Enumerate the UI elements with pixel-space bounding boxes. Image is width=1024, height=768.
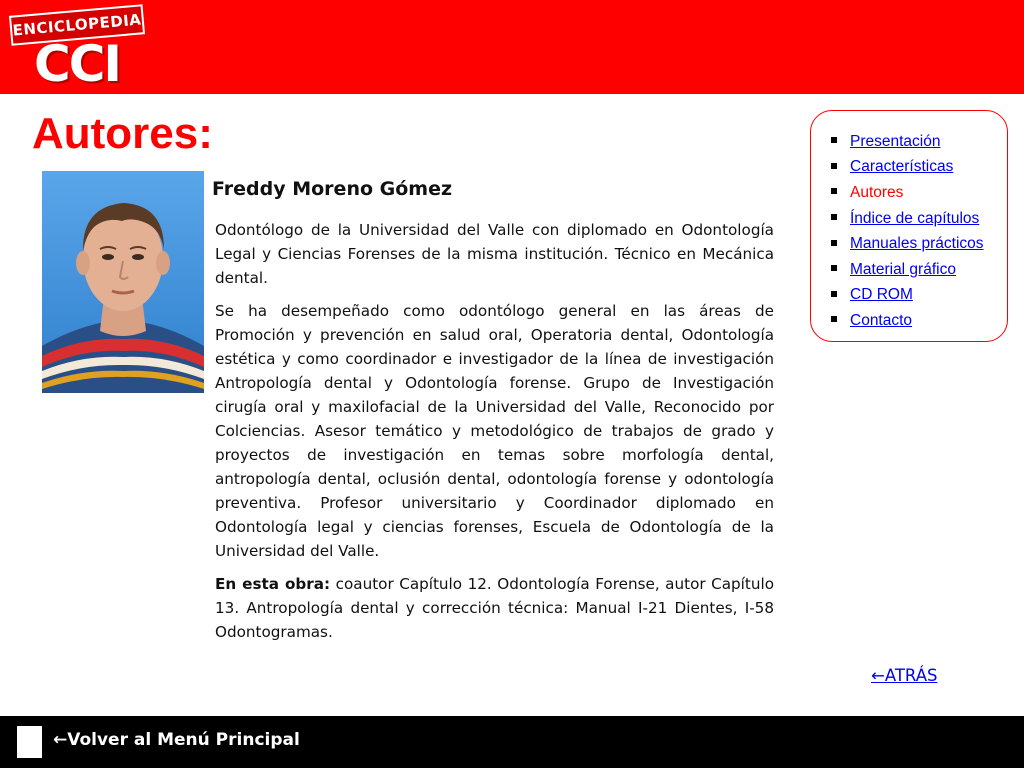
nav-link-presentacion[interactable]: Presentación (850, 132, 941, 150)
nav-item-caracteristicas (831, 155, 984, 181)
bio-paragraph: Odontólogo de la Universidad del Valle con diplomado en Odontología Legal y Ciencias Forenses de la misma institución. Técnico en Mecánica dental. (215, 221, 774, 287)
nav-item-indice (831, 206, 984, 232)
footer-bar (0, 716, 1024, 768)
author-bio (215, 218, 774, 653)
header-bar (0, 0, 1024, 94)
bullet-icon (831, 316, 837, 322)
main-menu-link[interactable]: ←Volver al Menú Principal (53, 730, 300, 750)
nav-item-autores (831, 180, 984, 206)
page-title: Autores: (32, 109, 213, 158)
nav-item-contacto (831, 308, 984, 334)
nav-link-indice[interactable]: Índice de capítulos (850, 209, 980, 227)
logo-top-text: ENCICLOPEDIA (9, 4, 145, 46)
nav-item-presentacion (831, 129, 984, 155)
nav-link-manuales[interactable]: Manuales prácticos (850, 235, 984, 253)
logo-main-text: CCI (34, 35, 120, 93)
author-name: Freddy Moreno Gómez (212, 178, 453, 200)
nav-link-contacto[interactable]: Contacto (850, 311, 913, 329)
square-icon (17, 726, 42, 758)
nav-link-autores[interactable]: Autores (850, 183, 904, 201)
work-label: En esta obra: (215, 575, 331, 593)
bullet-icon (831, 188, 837, 194)
bullet-icon (831, 214, 837, 220)
nav-item-cdrom (831, 283, 984, 309)
bullet-icon (831, 291, 837, 297)
bullet-icon (831, 265, 837, 271)
bullet-icon (831, 163, 837, 169)
nav-item-material (831, 257, 984, 283)
nav-list (831, 129, 984, 334)
encyclopedia-logo[interactable] (6, 8, 146, 93)
back-link[interactable]: ←ATRÁS (871, 666, 938, 685)
work-paragraph (215, 572, 774, 644)
nav-link-cdrom[interactable]: CD ROM (850, 286, 913, 304)
author-photo (42, 171, 204, 393)
bio-paragraph: Se ha desempeñado como odontólogo general en las áreas de Promoción y prevención en salud oral, Operatoria dental, Odontología estética y como coordinador e investigador de la línea de investigación Antropología dental y Odontología forense. Grupo de Investigación cirugía oral y maxilofacial de la Universidad del Valle, Reconocido por Colciencias. Asesor temático y metodológico de trabajos de grado y proyectos de investigación en temas sobre morfología dental, antropología dental, oclusión dental, odontología forense y odontología preventiva. Profesor universitario y Coordinador diplomado en Odontología legal y ciencias forenses, Escuela de Odontología de la Universidad del Valle. (215, 302, 774, 560)
nav-link-material[interactable]: Material gráfico (850, 260, 956, 278)
nav-item-manuales (831, 231, 984, 257)
nav-link-caracteristicas[interactable]: Características (850, 158, 954, 176)
bullet-icon (831, 137, 837, 143)
bullet-icon (831, 240, 837, 246)
work-text: coautor Capítulo 12. Odontología Forense, autor Capítulo 13. Antropología dental y corrección técnica: Manual I-21 Dientes, I-58 Odontogramas. (215, 575, 774, 641)
navigation-menu (810, 110, 1008, 342)
